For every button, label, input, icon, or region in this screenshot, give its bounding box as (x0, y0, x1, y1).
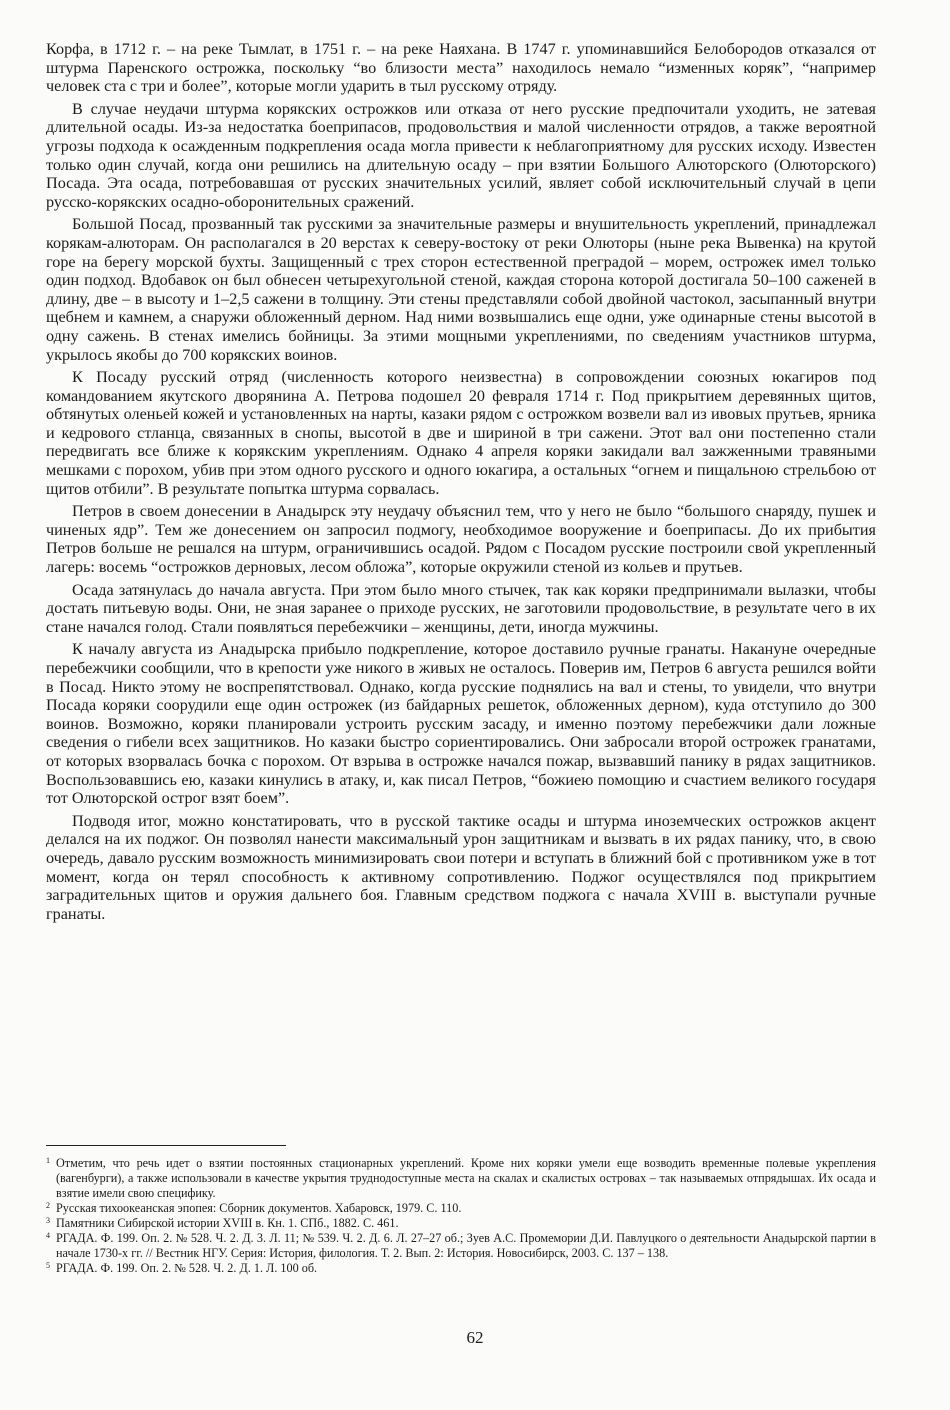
footnote-mark: 2 (46, 1201, 50, 1210)
paragraph-6: Осада затянулась до начала августа. При этом было много стычек, так как коряки предпринимали вылазки, чтобы достать питьевую воды. Они, не зная заранее о приходе русских, не заготовили продовольствие, в результате чего в их стане начался голод. Стали появляться перебежчики – женщины, дети, иногда мужчины. (46, 580, 876, 636)
paragraph-2: В случае неудачи штурма корякских острожков или отказа от него русские предпочитали уходить, не затевая длительной осады. Из-за недостатка боеприпасов, продовольствия и малой численности отрядов, а также вероятной угрозы подхода к осажденным подкрепления осада могла привести к неблагоприятному для русских исходу. Известен только один случай, когда они решились на длительную осаду – при взятии Большого Алюторского (Олюторского) Посада. Эта осада, потребовавшая от русских значительных усилий, являет собой исключительный случай в цепи русско-корякских осадно-оборонительных сражений. (46, 99, 876, 211)
paragraph-3: Большой Посад, прозванный так русскими за значительные размеры и внушительность укреплений, принадлежал корякам-алюторам. Он располагался в 20 верстах к северу-востоку от реки Олюторы (ныне река Вывенка) на крутой горе на берегу морской бухты. Защищенный с трех сторон естественной преградой – морем, острожек имел только один подход. Вдобавок он был обнесен четырехугольной стеной, каждая сторона которой достигала 50–100 саженей в длину, две – в высоту и 1–2,5 сажени в толщину. Эти стены представляли собой двойной частокол, засыпанный внутри щебнем и камнем, а снаружи обложенный дерном. Над ними возвышались еще одни, уже одинарные стены высотой в одну сажень. В стенах имелись бойницы. За этими мощными укреплениями, по сведениям участников штурма, укрылось якобы до 700 корякских воинов. (46, 215, 876, 364)
page-number: 62 (466, 1328, 484, 1347)
footnote-4 (46, 1231, 876, 1261)
footnote-text: РГАДА. Ф. 199. Оп. 2. № 528. Ч. 2. Д. 1. Л. 100 об. (56, 1261, 318, 1275)
footnote-text: Памятники Сибирской истории XVIII в. Кн. 1. СПб., 1882. С. 461. (56, 1216, 399, 1230)
paragraph-7: К началу августа из Анадырска прибыло подкрепление, которое доставило ручные гранаты. Накануне очередные перебежчики сообщили, что в крепости уже никого в живых не осталось. Поверив им, Петров 6 августа решился войти в Посад. Никто этому не воспрепятствовал. Однако, когда русские поднялись на вал и стены, то увидели, что внутри Посада коряки соорудили еще один острожек (из байдарных решеток, обложенных дерном), куда отступило до 300 воинов. Возможно, коряки планировали устроить русским засаду, и именно поэтому перебежчики дали ложные сведения о гибели всех защитников. Но казаки быстро сориентировались. Они забросали второй острожек гранатами, от которых взорвалась бочка с порохом. От взрыва в острожке начался пожар, вызвавший панику в рядах защитников. Воспользовавшись ею, казаки кинулись в атаку, и, как писал Петров, “божиею помощию и счастием великого государя тот Олюторской острог взят боем”. (46, 640, 876, 808)
footnote-mark: 4 (46, 1231, 50, 1240)
footnote-5 (46, 1261, 876, 1276)
footnote-mark: 3 (46, 1216, 50, 1225)
footnote-mark: 1 (46, 1156, 50, 1165)
footnote-separator (46, 1145, 286, 1146)
paragraph-5: Петров в своем донесении в Анадырск эту неудачу объяснил тем, что у него не было “большого снаряду, пушек и чиненых ядр”. Тем же донесением он запросил подмогу, необходимое вооружение и боеприпасы. До их прибытия Петров больше не решался на штурм, ограничившись осадой. Рядом с Посадом русские построили свой укрепленный лагерь: восемь “острожков дерновых, лесом обложа”, которые окружили стеной из кольев и прутьев. (46, 502, 876, 577)
main-text (46, 40, 876, 923)
footnote-3 (46, 1216, 876, 1231)
paragraph-8: Подводя итог, можно констатировать, что в русской тактике осады и штурма иноземческих острожков акцент делался на их поджог. Он позволял нанести максимальный урон защитникам и вызвать в их рядах панику, что, в свою очередь, давало русским возможность минимизировать свои потери и вступать в ближний бой с противником уже в тот момент, когда он терял способность к активному сопротивлению. Поджог осуществлялся под прикрытием заградительных щитов и оружия дальнего боя. Главным средством поджога с начала XVIII в. выступали ручные гранаты. (46, 811, 876, 923)
footnote-text: Русская тихоокеанская эпопея: Сборник документов. Хабаровск, 1979. С. 110. (56, 1201, 462, 1215)
footnote-2 (46, 1201, 876, 1216)
paragraph-1: Корфа, в 1712 г. – на реке Тымлат, в 1751 г. – на реке Наяхана. В 1747 г. упоминавшийся Белобородов отказался от штурма Паренского острожка, поскольку “во близости места” находилось немало “изменных коряк”, “например человек ста с три и более”, которые могли ударить в тыл русскому отряду. (46, 40, 876, 96)
footnote-1 (46, 1156, 876, 1201)
footnote-text: РГАДА. Ф. 199. Оп. 2. № 528. Ч. 2. Д. 3. Л. 11; № 539. Ч. 2. Д. 6. Л. 27–27 об.; Зуев А.С. Промемории Д.И. Павлуцкого о деятельности Анадырской партии в начале 1730-х гг. // Вестник НГУ. Серия: История, филология. Т. 2. Вып. 2: История. Новосибирск, 2003. С. 137 – 138. (56, 1231, 876, 1260)
footnote-mark: 5 (46, 1261, 50, 1270)
footnotes (46, 1156, 876, 1276)
footnote-text: Отметим, что речь идет о взятии постоянных стационарных укреплений. Кроме них коряки умели еще возводить временные полевые укрепления (вагенбурги), а также использовали в качестве укрытия труднодоступные места на скалах и скалистых островах – так называемых отпрядышах. Их осада и взятие имели свою специфику. (56, 1156, 876, 1200)
paragraph-4: К Посаду русский отряд (численность которого неизвестна) в сопровождении союзных юкагиров под командованием якутского дворянина А. Петрова подошел 20 февраля 1714 г. Под прикрытием деревянных щитов, обтянутых оленьей кожей и установленных на нарты, казаки рядом с острожком возвели вал из ивовых прутьев, ярника и кедрового стланца, связанных в снопы, высотой в две и шириной в три сажени. Этот вал они постепенно стали передвигать все ближе к корякским укреплениям. Однако 4 апреля коряки закидали вал зажженными травяными мешками с порохом, убив при этом одного русского и одного юкагира, а остальных “огнем и пищальною стрельбою от щитов отбили”. В результате попытка штурма сорвалась. (46, 368, 876, 498)
